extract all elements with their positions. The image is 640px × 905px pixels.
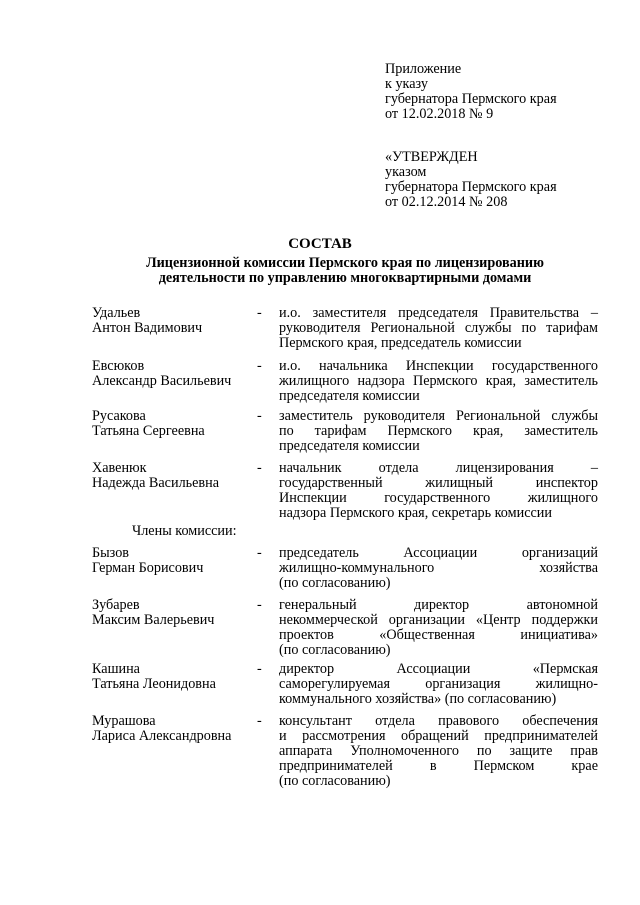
member-name [92,359,252,389]
role-line: и рассмотрения обращений предпринимателей [279,728,598,744]
role-line: по тарифам Пермского края, заместитель [279,423,598,439]
member-given-name: Антон Вадимович [92,320,203,336]
role-line: председателя комиссии [279,438,420,454]
subtitle-line: деятельности по управлению многоквартирными домами [158,270,532,286]
member-name [92,461,252,491]
member-surname: Зубарев [92,597,140,613]
role-line: (по согласованию) [279,575,391,591]
role-line: Пермского края, председатель комиссии [279,335,522,351]
document-title: СОСТАВ [288,236,352,252]
member-name [92,306,252,336]
member-name [92,409,252,439]
role-line: начальник отдела лицензирования – [279,460,598,476]
role-line: (по согласованию) [279,642,391,658]
member-surname: Бызов [92,545,129,561]
appendix-line: Приложение [385,61,462,77]
members-heading: Члены комиссии: [132,523,237,539]
role-line: председатель Ассоциации организаций [279,545,598,561]
role-line: некоммерческой организации «Центр поддержки [279,612,598,628]
member-surname: Кашина [92,661,140,677]
role-line: государственный жилищный инспектор [279,475,598,491]
member-name [92,546,252,576]
role-line: и.о. заместителя председателя Правительства – [279,305,598,321]
member-role [279,359,598,404]
role-line: генеральный директор автономной [279,597,598,613]
member-dash: - [257,661,262,677]
role-line: аппарата Уполномоченного по защите прав [279,743,598,759]
approved-line: «УТВЕРЖДЕН [385,149,478,165]
member-dash: - [257,597,262,613]
member-given-name: Максим Валерьевич [92,612,215,628]
role-line: Инспекции государственного жилищного [279,490,598,506]
member-given-name: Татьяна Леонидовна [92,676,216,692]
member-dash: - [257,460,262,476]
role-line: коммунального хозяйства» (по согласованию) [279,691,557,707]
member-surname: Хавенюк [92,460,147,476]
document-subtitle [90,256,600,286]
member-role [279,598,598,658]
member-name [92,662,252,692]
role-line: директор Ассоциации «Пермская [279,661,598,677]
subtitle-line: Лицензионной комиссии Пермского края по лицензированию [146,255,544,271]
role-line: председателя комиссии [279,388,420,404]
member-role [279,714,598,789]
member-role [279,409,598,454]
member-given-name: Герман Борисович [92,560,204,576]
approved-line: от 02.12.2014 № 208 [385,194,508,210]
member-surname: Евсюков [92,358,145,374]
role-line: жилищного надзора Пермского края, заместитель [279,373,598,389]
role-line: (по согласованию) [279,773,391,789]
role-line: консультант отдела правового обеспечения [279,713,598,729]
member-role [279,662,598,707]
member-role [279,306,598,351]
role-line: проектов «Общественная инициатива» [279,627,598,643]
approved-line: губернатора Пермского края [385,179,557,195]
member-surname: Мурашова [92,713,156,729]
appendix-line: губернатора Пермского края [385,91,557,107]
member-dash: - [257,713,262,729]
member-name [92,598,252,628]
member-dash: - [257,305,262,321]
commission-member [92,714,602,804]
appendix-header [385,62,625,122]
role-line: саморегулируемая организация жилищно- [279,676,598,692]
role-line: предпринимателей в Пермском крае [279,758,598,774]
member-role [279,546,598,591]
approved-line: указом [385,164,427,180]
role-line: жилищно-коммунального хозяйства [279,560,598,576]
role-line: надзора Пермского края, секретарь комиссии [279,505,552,521]
member-given-name: Лариса Александровна [92,728,232,744]
approved-header [385,150,625,210]
appendix-line: к указу [385,76,428,92]
role-line: заместитель руководителя Региональной службы [279,408,598,424]
role-line: и.о. начальника Инспекции государственного [279,358,598,374]
member-dash: - [257,408,262,424]
role-line: руководителя Региональной службы по тарифам [279,320,598,336]
member-surname: Русакова [92,408,146,424]
member-role [279,461,598,521]
member-dash: - [257,358,262,374]
member-name [92,714,252,744]
member-given-name: Татьяна Сергеевна [92,423,205,439]
appendix-line: от 12.02.2018 № 9 [385,106,494,122]
member-surname: Удальев [92,305,141,321]
member-dash: - [257,545,262,561]
member-given-name: Надежда Васильевна [92,475,220,491]
member-given-name: Александр Васильевич [92,373,232,389]
